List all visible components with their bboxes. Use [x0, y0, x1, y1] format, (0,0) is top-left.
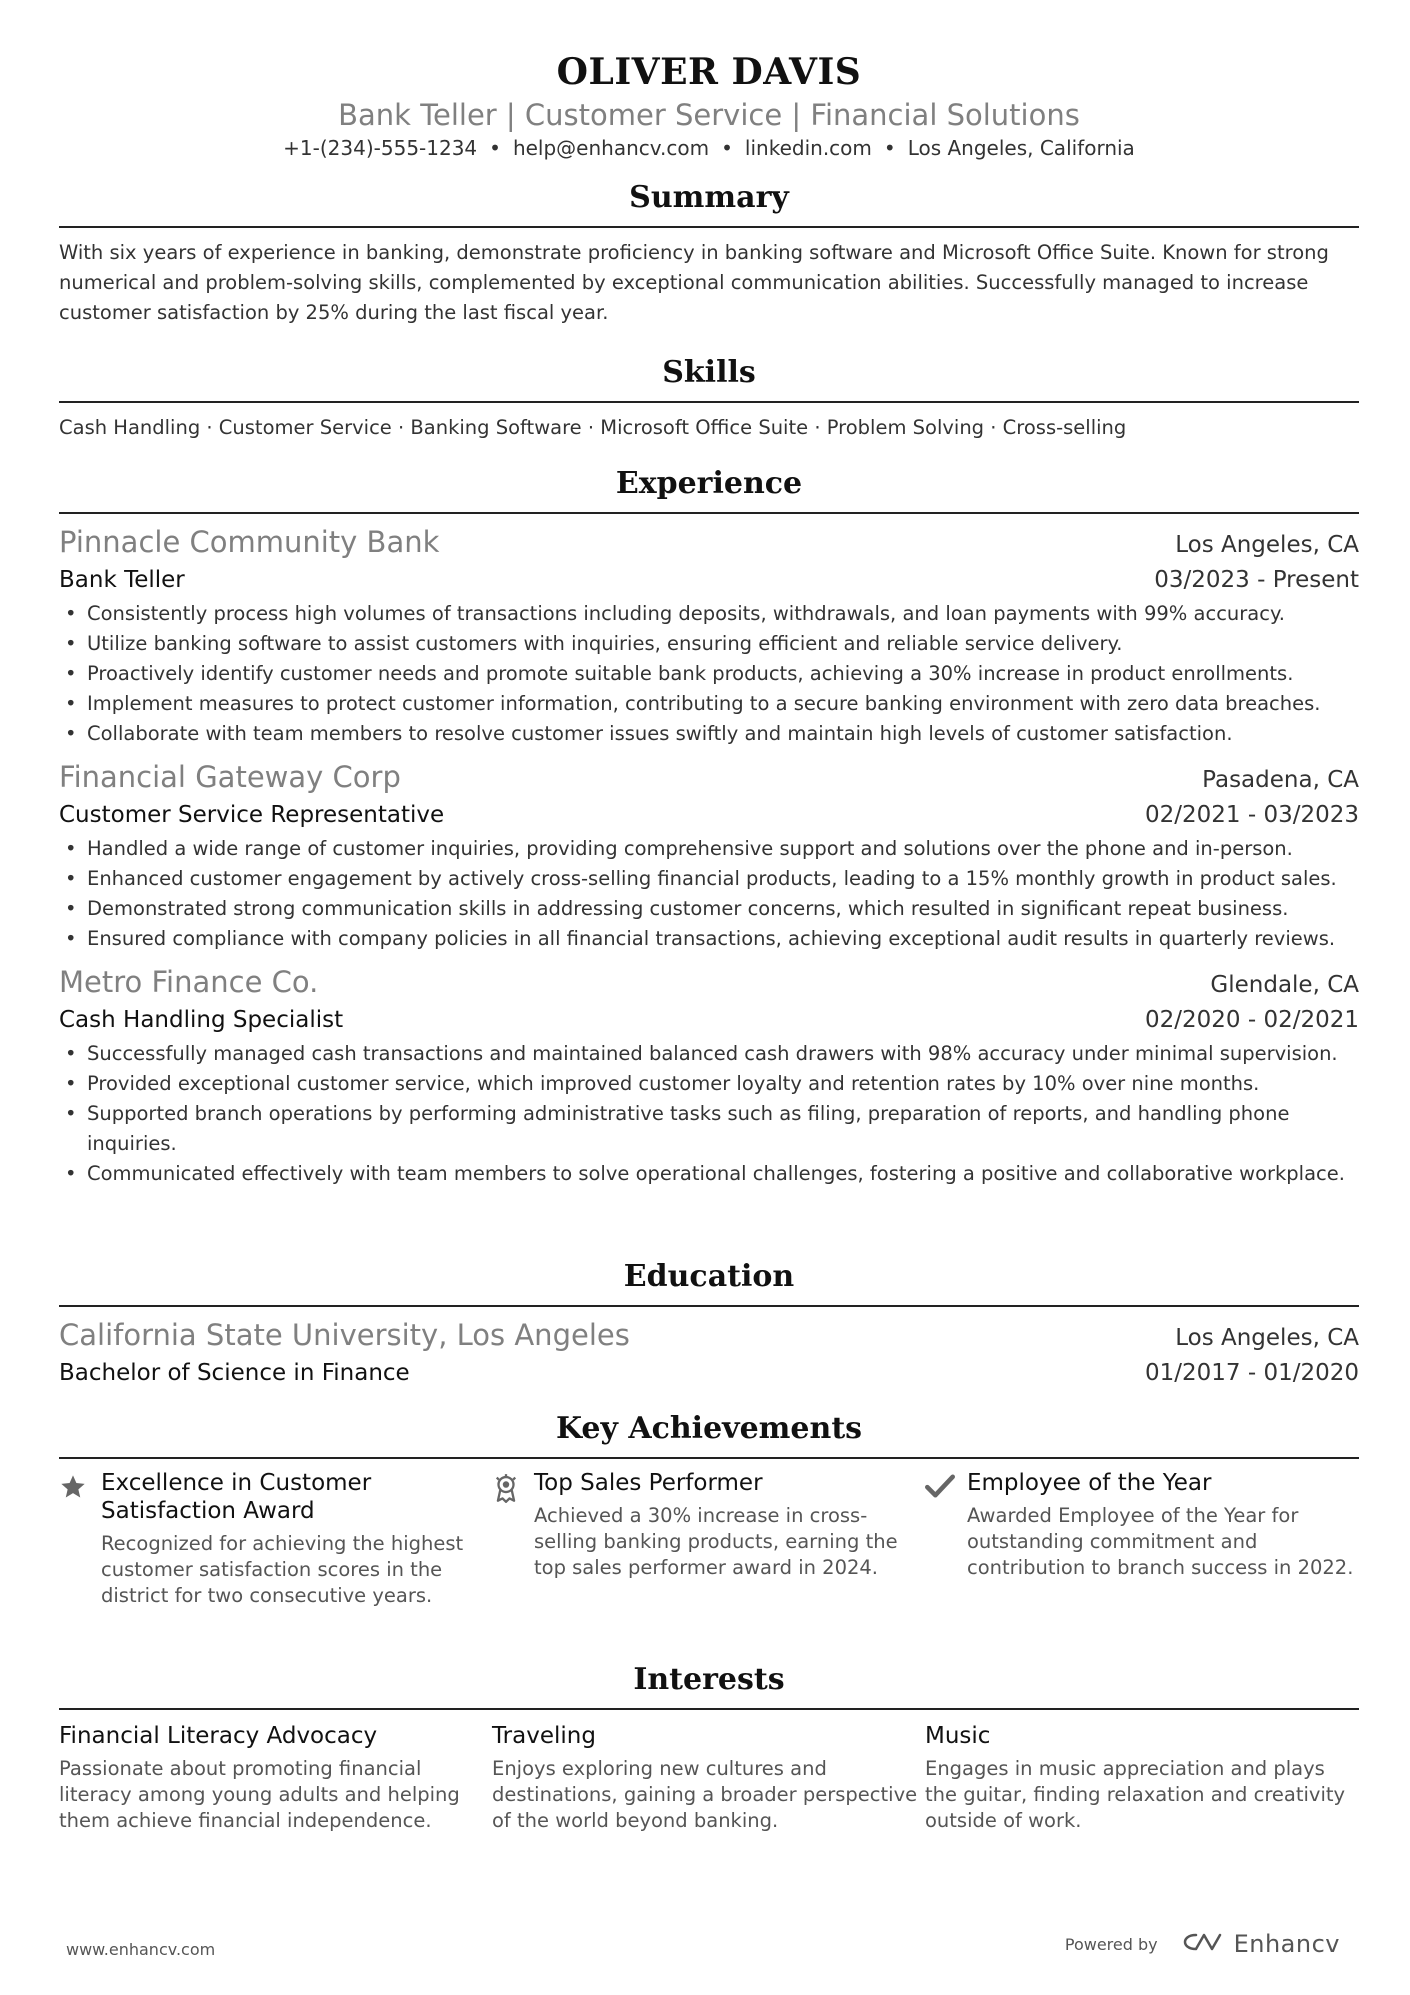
- job-company: Metro Finance Co.: [59, 965, 319, 999]
- summary-section: [59, 178, 1359, 328]
- education-section: [59, 1257, 1359, 1390]
- section-title-summary: Summary: [59, 178, 1359, 228]
- job-bullet: • Handled a wide range of customer inquiries, providing comprehensive support and solutions over the phone and in-person.: [59, 834, 1359, 864]
- job-company: Pinnacle Community Bank: [59, 525, 440, 559]
- job-role: Cash Handling Specialist: [59, 1007, 344, 1033]
- job-bullet: • Successfully managed cash transactions and maintained balanced cash drawers with 98% accuracy under minimal supervision.: [59, 1039, 1359, 1069]
- medal-icon: [492, 1469, 534, 1609]
- candidate-name: OLIVER DAVIS: [556, 51, 862, 93]
- job-company: Financial Gateway Corp: [59, 760, 401, 794]
- job-bullet: • Proactively identify customer needs and promote suitable bank products, achieving a 30% increase in product enrollments.: [59, 659, 1359, 689]
- job-entry: [59, 524, 1359, 749]
- interests-section: [59, 1660, 1359, 1834]
- education-school: California State University, Los Angeles: [59, 1318, 630, 1352]
- interest-description: Engages in music appreciation and plays the guitar, finding relaxation and creativity outside of work.: [925, 1757, 1346, 1832]
- section-title-achievements: Key Achievements: [59, 1409, 1359, 1459]
- job-bullet: • Ensured compliance with company policies in all financial transactions, achieving exceptional audit results in quarterly reviews.: [59, 924, 1359, 954]
- contact-location: Los Angeles, California: [907, 136, 1135, 160]
- enhancv-logo-icon: [1182, 1931, 1226, 1957]
- education-dates: 01/2017 - 01/2020: [1144, 1360, 1359, 1386]
- job-bullets: [59, 834, 1359, 954]
- skills-list: Cash Handling · Customer Service · Banking Software · Microsoft Office Suite · Problem Solving · Cross-selling: [59, 416, 1127, 439]
- summary-text: With six years of experience in banking, demonstrate proficiency in banking software and Microsoft Office Suite. Known for strong numerical and problem-solving skills, complemented by exceptional communication abilities. Successfully managed to increase customer satisfaction by 25% during the last fiscal year.: [59, 241, 1329, 324]
- job-bullet: • Demonstrated strong communication skills in addressing customer concerns, which resulted in significant repeat business.: [59, 894, 1359, 924]
- job-bullet: • Supported branch operations by performing administrative tasks such as filing, preparation of reports, and handling phone inquiries.: [59, 1099, 1359, 1159]
- job-entry: [59, 759, 1359, 954]
- candidate-headline: Bank Teller | Customer Service | Financial Solutions: [338, 98, 1080, 132]
- achievement-description: Achieved a 30% increase in cross-selling banking products, earning the top sales performer award in 2024.: [534, 1504, 898, 1579]
- achievement-item: [925, 1469, 1358, 1609]
- contact-phone[interactable]: +1-(234)-555-1234: [283, 136, 478, 160]
- interest-item: [925, 1720, 1358, 1834]
- job-dates: 02/2021 - 03/2023: [1144, 802, 1359, 828]
- job-bullet: • Implement measures to protect customer information, contributing to a secure banking environment with zero data breaches.: [59, 689, 1359, 719]
- achievement-item: [492, 1469, 925, 1609]
- separator-dot-icon: •: [883, 136, 896, 160]
- achievement-title: Employee of the Year: [967, 1470, 1212, 1496]
- job-location: Glendale, CA: [1210, 972, 1359, 998]
- education-degree: Bachelor of Science in Finance: [59, 1360, 410, 1386]
- job-bullet: • Consistently process high volumes of transactions including deposits, withdrawals, and loan payments with 99% accuracy.: [59, 599, 1359, 629]
- contact-email[interactable]: help@enhancv.com: [512, 136, 710, 160]
- interest-title: Traveling: [492, 1723, 596, 1749]
- job-entry: [59, 964, 1359, 1189]
- interest-title: Financial Literacy Advocacy: [59, 1723, 378, 1749]
- job-bullet: • Utilize banking software to assist customers with inquiries, ensuring efficient and reliable service delivery.: [59, 629, 1359, 659]
- section-title-education: Education: [59, 1257, 1359, 1307]
- separator-dot-icon: •: [721, 136, 733, 160]
- section-title-skills: Skills: [59, 353, 1359, 403]
- interest-description: Passionate about promoting financial literacy among young adults and helping them achieve financial independence.: [59, 1757, 460, 1832]
- interest-title: Music: [925, 1723, 991, 1749]
- job-role: Bank Teller: [59, 567, 185, 593]
- contact-line: [59, 134, 1359, 162]
- interest-description: Enjoys exploring new cultures and destinations, gaining a broader perspective of the world beyond banking.: [492, 1757, 918, 1832]
- section-title-interests: Interests: [59, 1660, 1359, 1710]
- job-location: Pasadena, CA: [1202, 767, 1359, 793]
- achievement-item: [59, 1469, 492, 1609]
- resume-page: [59, 0, 1359, 1832]
- job-dates: 02/2020 - 02/2021: [1144, 1007, 1359, 1033]
- achievements-section: [59, 1409, 1359, 1609]
- interest-item: [59, 1720, 492, 1834]
- job-bullet: • Communicated effectively with team members to solve operational challenges, fostering a positive and collaborative workplace.: [59, 1159, 1359, 1189]
- resume-header: [59, 50, 1359, 162]
- footer-branding: [1065, 1930, 1340, 1958]
- job-dates: 03/2023 - Present: [1154, 567, 1359, 593]
- interest-item: [492, 1720, 925, 1834]
- job-bullets: [59, 599, 1359, 749]
- achievement-title: Excellence in Customer Satisfaction Award: [101, 1470, 372, 1524]
- powered-by-label: Powered by: [1064, 1934, 1158, 1954]
- footer-website[interactable]: www.enhancv.com: [66, 1940, 216, 1959]
- job-role: Customer Service Representative: [59, 802, 445, 828]
- job-bullet: • Enhanced customer engagement by actively cross-selling financial products, leading to a 15% monthly growth in product sales.: [59, 864, 1359, 894]
- checkmark-icon: [925, 1469, 967, 1609]
- achievement-description: Awarded Employee of the Year for outstanding commitment and contribution to branch success in 2022.: [967, 1504, 1354, 1579]
- section-title-experience: Experience: [59, 464, 1359, 514]
- achievement-title: Top Sales Performer: [534, 1470, 763, 1496]
- achievement-description: Recognized for achieving the highest customer satisfaction scores in the district for two consecutive years.: [101, 1532, 464, 1607]
- separator-dot-icon: •: [489, 136, 501, 160]
- star-icon: [59, 1469, 101, 1609]
- education-location: Los Angeles, CA: [1175, 1325, 1359, 1351]
- job-location: Los Angeles, CA: [1175, 532, 1359, 558]
- contact-linkedin[interactable]: linkedin.com: [744, 136, 872, 160]
- skills-section: [59, 353, 1359, 443]
- job-bullets: [59, 1039, 1359, 1189]
- job-bullet: • Collaborate with team members to resolve customer issues swiftly and maintain high levels of customer satisfaction.: [59, 719, 1359, 749]
- experience-section: [59, 464, 1359, 1199]
- job-bullet: • Provided exceptional customer service, which improved customer loyalty and retention rates by 10% over nine months.: [59, 1069, 1359, 1099]
- brand-name[interactable]: Enhancv: [1233, 1930, 1340, 1958]
